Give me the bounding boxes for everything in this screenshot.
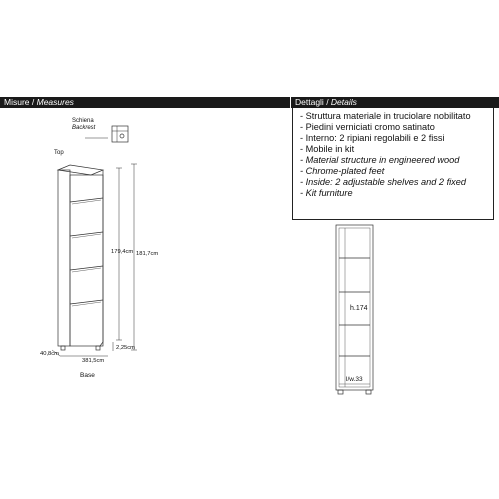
bookcase-shelf-edges (72, 200, 101, 306)
base-label: Base (80, 372, 95, 379)
detail-item: - Kit furniture (300, 188, 353, 198)
detail-item: - Chrome-plated feet (300, 166, 385, 176)
measures-header-en: Measures (36, 97, 74, 107)
foot-left (61, 346, 65, 350)
backrest-detail-lines (112, 126, 128, 142)
detail-item: - Inside: 2 adjustable shelves and 2 fixed (300, 177, 466, 187)
dim-depth-label: 40,8cm (40, 351, 60, 357)
backrest-detail-square (112, 126, 128, 142)
backrest-label: Backrest (72, 125, 96, 131)
dim-feet-label: 2,25cm (116, 345, 136, 351)
bookcase-front (70, 175, 103, 346)
dim-height-inner-label: 179,4cm (111, 249, 134, 255)
dim-width-label: 381,5cm (82, 358, 105, 364)
front-foot-left (338, 390, 343, 394)
front-width-label: l/w.33 (346, 376, 363, 383)
detail-item: - Interno: 2 ripiani regolabili e 2 fissi (300, 133, 445, 143)
bookcase-side (58, 170, 70, 346)
bookcase-back-edge (100, 170, 103, 346)
bookcase-shelves (70, 198, 103, 304)
detail-item: - Mobile in kit (300, 144, 355, 154)
detail-item: - Struttura materiale in truciolare nobilitato (300, 111, 471, 121)
front-foot-right (366, 390, 371, 394)
measures-header-it: Misure (4, 97, 30, 107)
top-label: Top (54, 150, 64, 156)
schiena-label: Schiena (72, 118, 94, 124)
backrest-detail-circle (120, 134, 124, 138)
front-height-label: h.174 (350, 305, 368, 312)
detail-item: - Piedini verniciati cromo satinato (300, 122, 435, 132)
foot-right (96, 346, 100, 350)
details-header-sep: / (323, 97, 331, 107)
details-header-it: Dettagli (295, 97, 324, 107)
detail-item: - Material structure in engineered wood (300, 155, 460, 165)
measures-header-sep: / (29, 97, 37, 107)
dim-height-total-label: 181,7cm (136, 251, 159, 257)
details-header-en: Details (330, 97, 357, 107)
